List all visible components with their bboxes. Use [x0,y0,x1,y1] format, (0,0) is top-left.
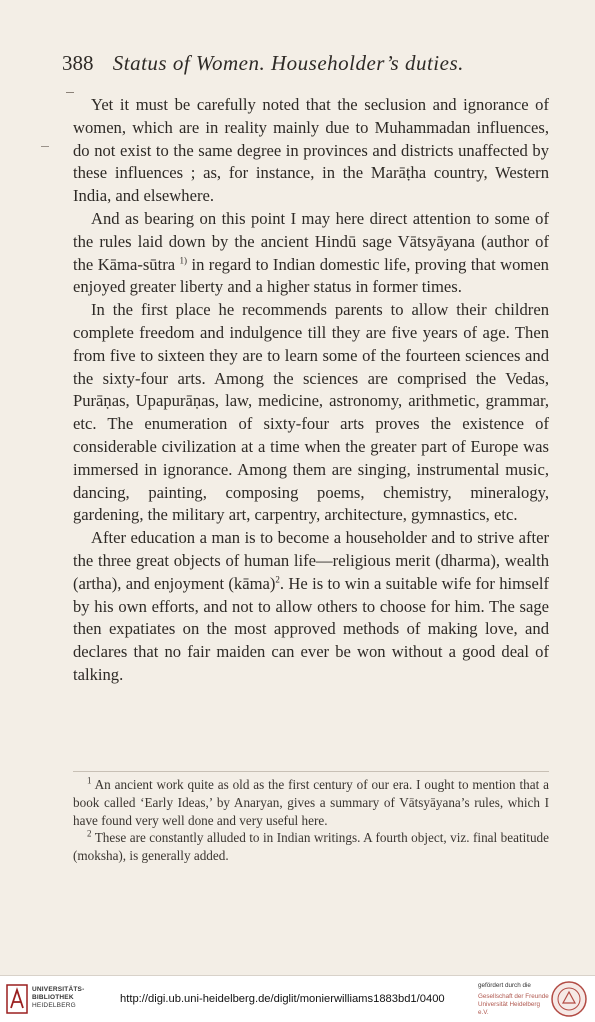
paragraph: Yet it must be carefully noted that the seclusion and ignorance of women, which are in reality mainly due to Muhammadan influences, do not exist to the same degree in provinces and districts unaffected by these influences ; as, for instance, in the Marāṭha country, Western India, and elsewhere. [73,95,549,206]
page-number: 388 [62,51,94,75]
footnotes [73,776,549,865]
footnote-ref: 2 [275,574,280,585]
paragraph: After education a man is to become a householder and to strive after the three great objects of human life—religious merit (dharma), wealth (artha), and enjoyment (kāma)$^2$. He is to win a suitable wife for himself by his own efforts, and not to allow others to choose for him. The sage then expatiates on the most approved methods of making love, and declares that no fair maiden can ever be won without a good deal of talking. [73,528,549,684]
university-library-logo-icon [6,984,28,1014]
footnote: $^1$ An ancient work quite as old as the first century of our era. I ought to mention that a book called ‘Early Ideas,’ by Anaryan, gives a summary of Vātsyāyana’s rules, which I have found very well done and very useful here. [73,775,549,828]
funder-credit: gefördert durch die Gesellschaft der Freunde Universität Heidelberg e.V. [478,982,549,1016]
running-title: Status of Women. Householder’s duties. [112,51,464,75]
footnote-divider [73,771,549,772]
main-text [73,94,549,687]
footnote-ref: 1) [179,255,188,266]
digitization-footer [0,975,595,1022]
running-header [62,49,502,77]
print-mark [41,146,49,147]
university-seal-icon [550,980,588,1018]
source-link[interactable]: http://digi.ub.uni-heidelberg.de/diglit/monierwilliams1883bd1/0400 [120,993,445,1005]
print-mark [66,92,74,93]
paragraph: And as bearing on this point I may here direct attention to some of the rules laid down by the ancient Hindū sage Vātsyāyana (author of the Kāma-sūtra $^{1)}$ in regard to Indian domestic life, proving that women enjoyed greater liberty and a higher status in former times. [73,208,549,297]
footnote: $^2$ These are constantly alluded to in Indian writings. A fourth object, viz. final beatitude (moksha), is generally added. [73,829,550,864]
library-name: UNIVERSITÄTS- BIBLIOTHEK HEIDELBERG [32,986,85,1009]
paragraph: In the first place he recommends parents to allow their children complete freedom and indulgence till they are five years of age. Then from five to sixteen they are to learn some of the fourteen sciences and the sixty-four arts. Among the sciences are comprised the Vedas, Purāṇas, Upapurāṇas, law, medicine, astronomy, arithmetic, grammar, etc. The enumeration of sixty-four arts proves the existence of considerable civilization at a time when the greater part of Europe was immersed in ignorance. Among them are singing, instrumental music, dancing, painting, composing poems, chemistry, mineralogy, gardening, the military art, carpentry, architecture, gymnastics, etc. [73,300,549,525]
